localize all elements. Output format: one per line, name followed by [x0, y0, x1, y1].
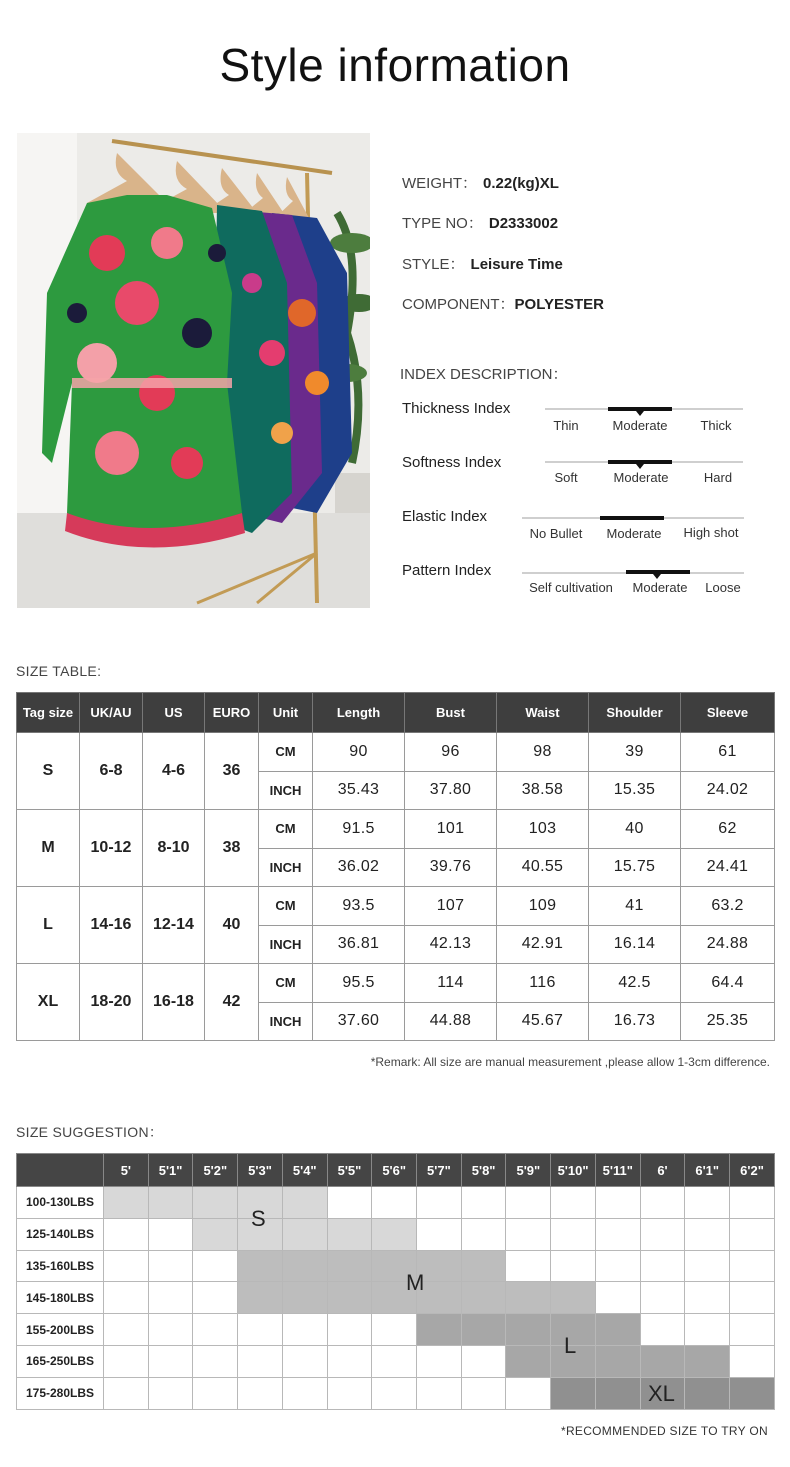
length-cm-cell: 90: [313, 733, 405, 772]
sleeve-inch-cell: 25.35: [681, 1002, 775, 1041]
grid-cell-zone-xl: [685, 1377, 730, 1409]
unit-inch-cell: INCH: [259, 848, 313, 887]
grid-cell-zone-xl: [595, 1377, 640, 1409]
grid-cell: [372, 1187, 417, 1219]
shoulder-cm-cell: 40: [589, 810, 681, 849]
grid-cell: [193, 1377, 238, 1409]
bust-inch-cell: 37.80: [405, 771, 497, 810]
grid-cell-zone-m: [238, 1250, 283, 1282]
grid-cell: [193, 1250, 238, 1282]
sleeve-cm-cell: 61: [681, 733, 775, 772]
waist-cm-cell: 103: [497, 810, 589, 849]
grid-cell: [104, 1314, 149, 1346]
us-cell: 16-18: [143, 964, 205, 1041]
grid-cell-zone-s: [193, 1187, 238, 1219]
dress-rack-illustration: [17, 133, 370, 608]
us-cell: 12-14: [143, 887, 205, 964]
grid-cell-zone-xl: [551, 1377, 596, 1409]
grid-cell: [282, 1377, 327, 1409]
height-header-cell: 5'8": [461, 1154, 506, 1187]
grid-cell: [461, 1377, 506, 1409]
height-header-cell: 5'5": [327, 1154, 372, 1187]
grid-cell: [327, 1187, 372, 1219]
page-title: Style information: [219, 39, 571, 91]
grid-cell-zone-l: [417, 1314, 462, 1346]
zone-label-m: M: [406, 1270, 425, 1295]
softness-option-hard: Hard: [703, 470, 733, 485]
softness-pointer-icon: [636, 464, 644, 469]
euro-cell: 36: [205, 733, 259, 810]
grid-corner: [17, 1154, 104, 1187]
weight-label-cell: 145-180LBS: [17, 1282, 104, 1314]
unit-inch-cell: INCH: [259, 771, 313, 810]
size-suggestion-label: SIZE SUGGESTION：: [16, 1124, 164, 1140]
bust-cm-cell: 107: [405, 887, 497, 926]
pattern-pointer-icon: [653, 574, 661, 579]
pattern-option-self-cultivation: Self cultivation: [529, 580, 613, 595]
grid-cell: [104, 1282, 149, 1314]
grid-cell: [417, 1218, 462, 1250]
weight-row: [17, 1218, 775, 1250]
waist-cm-cell: 109: [497, 887, 589, 926]
grid-cell: [506, 1250, 551, 1282]
grid-cell-zone-l: [506, 1314, 551, 1346]
grid-cell: [417, 1377, 462, 1409]
grid-cell: [506, 1377, 551, 1409]
product-photo: [17, 133, 370, 608]
grid-cell-zone-s: [282, 1187, 327, 1219]
grid-cell: [730, 1345, 775, 1377]
weight-row: [17, 1282, 775, 1314]
grid-cell-zone-s: [327, 1218, 372, 1250]
weight-label-cell: 100-130LBS: [17, 1187, 104, 1219]
grid-cell: [372, 1314, 417, 1346]
grid-cell-zone-s: [193, 1218, 238, 1250]
grid-cell: [551, 1187, 596, 1219]
grid-cell: [551, 1218, 596, 1250]
grid-cell-zone-m: [461, 1250, 506, 1282]
weight-row: [17, 1314, 775, 1346]
uk-au-cell: 14-16: [80, 887, 143, 964]
uk-au-cell: 18-20: [80, 964, 143, 1041]
grid-cell: [327, 1377, 372, 1409]
grid-cell: [506, 1218, 551, 1250]
length-cm-cell: 93.5: [313, 887, 405, 926]
grid-cell: [282, 1345, 327, 1377]
header-shoulder: Shoulder: [589, 693, 681, 733]
unit-cm-cell: CM: [259, 887, 313, 926]
sleeve-inch-cell: 24.88: [681, 925, 775, 964]
unit-cm-cell: CM: [259, 810, 313, 849]
header-bust: Bust: [405, 693, 497, 733]
shoulder-cm-cell: 41: [589, 887, 681, 926]
shoulder-cm-cell: 42.5: [589, 964, 681, 1003]
height-header-cell: 5'3": [238, 1154, 283, 1187]
bust-cm-cell: 114: [405, 964, 497, 1003]
elastic-index-label: Elastic Index: [402, 508, 488, 525]
header-us: US: [143, 693, 205, 733]
grid-cell: [551, 1250, 596, 1282]
grid-cell: [461, 1218, 506, 1250]
grid-cell: [193, 1282, 238, 1314]
size-table-header: [17, 693, 775, 733]
height-header-cell: 5'10": [551, 1154, 596, 1187]
grid-cell: [104, 1345, 149, 1377]
unit-cm-cell: CM: [259, 733, 313, 772]
length-inch-cell: 36.81: [313, 925, 405, 964]
grid-cell: [640, 1250, 685, 1282]
shoulder-inch-cell: 15.75: [589, 848, 681, 887]
grid-cell-zone-m: [238, 1282, 283, 1314]
height-header-cell: 5': [104, 1154, 149, 1187]
grid-cell: [730, 1187, 775, 1219]
shoulder-cm-cell: 39: [589, 733, 681, 772]
height-header-cell: 6'2": [730, 1154, 775, 1187]
grid-cell: [417, 1187, 462, 1219]
header-euro: EURO: [205, 693, 259, 733]
thickness-option-thin: Thin: [553, 418, 579, 433]
us-cell: 4-6: [143, 733, 205, 810]
height-header-cell: 5'9": [506, 1154, 551, 1187]
grid-cell: [417, 1345, 462, 1377]
recommend-note: *RECOMMENDED SIZE TO TRY ON: [560, 1424, 768, 1438]
grid-cell: [148, 1314, 193, 1346]
height-header-cell: 6'1": [685, 1154, 730, 1187]
grid-cell-zone-s: [282, 1218, 327, 1250]
grid-cell-zone-l: [685, 1345, 730, 1377]
grid-cell: [685, 1314, 730, 1346]
sleeve-inch-cell: 24.02: [681, 771, 775, 810]
tag-size-cell: S: [17, 733, 80, 810]
sleeve-cm-cell: 63.2: [681, 887, 775, 926]
grid-cell-zone-xl: [730, 1377, 775, 1409]
grid-cell: [640, 1314, 685, 1346]
grid-cell: [104, 1377, 149, 1409]
unit-inch-cell: INCH: [259, 1002, 313, 1041]
shoulder-inch-cell: 16.14: [589, 925, 681, 964]
elastic-selected-mark: [600, 516, 664, 520]
grid-cell: [238, 1377, 283, 1409]
bust-inch-cell: 44.88: [405, 1002, 497, 1041]
weight-label-cell: 165-250LBS: [17, 1345, 104, 1377]
bust-inch-cell: 42.13: [405, 925, 497, 964]
grid-cell: [685, 1250, 730, 1282]
grid-cell-zone-m: [282, 1282, 327, 1314]
tag-size-cell: M: [17, 810, 80, 887]
grid-cell-zone-l: [461, 1314, 506, 1346]
shoulder-inch-cell: 15.35: [589, 771, 681, 810]
weight-label-cell: 155-200LBS: [17, 1314, 104, 1346]
grid-cell: [461, 1187, 506, 1219]
thickness-pointer-icon: [636, 411, 644, 416]
grid-cell: [148, 1377, 193, 1409]
spec-type-no: TYPE NO： D2333002: [402, 215, 559, 232]
grid-cell-zone-l: [595, 1345, 640, 1377]
height-header-cell: 5'7": [417, 1154, 462, 1187]
grid-cell: [193, 1345, 238, 1377]
thickness-index-label: Thickness Index: [402, 400, 511, 417]
grid-cell: [685, 1282, 730, 1314]
weight-label-cell: 175-280LBS: [17, 1377, 104, 1409]
length-cm-cell: 91.5: [313, 810, 405, 849]
bust-cm-cell: 96: [405, 733, 497, 772]
grid-cell: [282, 1314, 327, 1346]
zone-label-xl: XL: [648, 1381, 675, 1406]
sleeve-inch-cell: 24.41: [681, 848, 775, 887]
grid-cell: [595, 1282, 640, 1314]
grid-cell: [148, 1218, 193, 1250]
bust-inch-cell: 39.76: [405, 848, 497, 887]
sleeve-cm-cell: 64.4: [681, 964, 775, 1003]
grid-cell: [730, 1218, 775, 1250]
grid-cell-zone-m: [551, 1282, 596, 1314]
height-header-cell: 5'1": [148, 1154, 193, 1187]
grid-cell: [685, 1187, 730, 1219]
grid-cell-zone-s: [148, 1187, 193, 1219]
length-inch-cell: 37.60: [313, 1002, 405, 1041]
grid-cell: [327, 1345, 372, 1377]
tag-size-cell: XL: [17, 964, 80, 1041]
grid-cell: [730, 1314, 775, 1346]
index-description-heading: INDEX DESCRIPTION：: [400, 366, 568, 383]
size-row-s-cm: [17, 733, 775, 772]
size-row-l-cm: [17, 887, 775, 926]
length-inch-cell: 35.43: [313, 771, 405, 810]
grid-cell: [104, 1218, 149, 1250]
uk-au-cell: 10-12: [80, 810, 143, 887]
size-suggestion-grid: [16, 1153, 775, 1410]
weight-row: [17, 1250, 775, 1282]
unit-cm-cell: CM: [259, 964, 313, 1003]
us-cell: 8-10: [143, 810, 205, 887]
header-sleeve: Sleeve: [681, 693, 775, 733]
softness-option-soft: Soft: [554, 470, 578, 485]
size-table: [16, 692, 775, 1041]
grid-cell: [595, 1250, 640, 1282]
elastic-option-moderate: Moderate: [606, 526, 662, 541]
height-header-cell: 5'2": [193, 1154, 238, 1187]
grid-cell: [506, 1187, 551, 1219]
tag-size-cell: L: [17, 887, 80, 964]
weight-label-cell: 125-140LBS: [17, 1218, 104, 1250]
euro-cell: 42: [205, 964, 259, 1041]
grid-cell-zone-m: [506, 1282, 551, 1314]
uk-au-cell: 6-8: [80, 733, 143, 810]
grid-cell-zone-l: [640, 1345, 685, 1377]
elastic-option-high-shot: High shot: [683, 525, 739, 540]
thickness-option-moderate: Moderate: [612, 418, 668, 433]
softness-option-moderate: Moderate: [613, 470, 669, 485]
grid-cell-zone-l: [506, 1345, 551, 1377]
pattern-option-loose: Loose: [705, 580, 741, 595]
pattern-index-label: Pattern Index: [402, 562, 492, 579]
size-remark: *Remark: All size are manual measurement ,please allow 1-3cm difference.: [370, 1055, 770, 1069]
spec-weight: WEIGHT： 0.22(kg)XL: [402, 175, 559, 192]
grid-cell-zone-m: [327, 1250, 372, 1282]
waist-cm-cell: 98: [497, 733, 589, 772]
height-header-cell: 6': [640, 1154, 685, 1187]
grid-cell: [730, 1282, 775, 1314]
grid-cell: [148, 1250, 193, 1282]
grid-cell-zone-m: [282, 1250, 327, 1282]
weight-row: [17, 1187, 775, 1219]
header-unit: Unit: [259, 693, 313, 733]
size-table-label: SIZE TABLE:: [16, 663, 102, 679]
height-header-cell: 5'6": [372, 1154, 417, 1187]
spec-style: STYLE： Leisure Time: [402, 256, 563, 273]
grid-cell-zone-s: [104, 1187, 149, 1219]
waist-cm-cell: 116: [497, 964, 589, 1003]
waist-inch-cell: 40.55: [497, 848, 589, 887]
grid-cell: [730, 1250, 775, 1282]
thickness-option-thick: Thick: [700, 418, 732, 433]
grid-cell: [640, 1282, 685, 1314]
length-cm-cell: 95.5: [313, 964, 405, 1003]
zone-label-s: S: [251, 1206, 266, 1231]
elastic-option-no-bullet: No Bullet: [529, 526, 583, 541]
grid-cell-zone-l: [595, 1314, 640, 1346]
grid-cell-zone-s: [372, 1218, 417, 1250]
pattern-option-moderate: Moderate: [632, 580, 688, 595]
header-uk-au: UK/AU: [80, 693, 143, 733]
spec-component: COMPONENT：POLYESTER: [402, 296, 604, 313]
weight-row: [17, 1345, 775, 1377]
grid-cell: [640, 1218, 685, 1250]
grid-cell-zone-m: [461, 1282, 506, 1314]
sleeve-cm-cell: 62: [681, 810, 775, 849]
header-length: Length: [313, 693, 405, 733]
euro-cell: 40: [205, 887, 259, 964]
grid-cell: [372, 1377, 417, 1409]
zone-label-l: L: [564, 1333, 577, 1358]
grid-cell: [461, 1345, 506, 1377]
grid-cell: [595, 1218, 640, 1250]
height-header-row: [17, 1154, 775, 1187]
shoulder-inch-cell: 16.73: [589, 1002, 681, 1041]
unit-inch-cell: INCH: [259, 925, 313, 964]
softness-index-label: Softness Index: [402, 454, 502, 471]
waist-inch-cell: 38.58: [497, 771, 589, 810]
euro-cell: 38: [205, 810, 259, 887]
grid-cell: [595, 1187, 640, 1219]
grid-cell: [104, 1250, 149, 1282]
height-header-cell: 5'4": [282, 1154, 327, 1187]
grid-cell: [148, 1345, 193, 1377]
grid-cell: [640, 1187, 685, 1219]
grid-cell: [148, 1282, 193, 1314]
grid-cell-zone-m: [327, 1282, 372, 1314]
grid-cell: [238, 1345, 283, 1377]
waist-inch-cell: 42.91: [497, 925, 589, 964]
header-tag-size: Tag size: [17, 693, 80, 733]
size-row-m-cm: [17, 810, 775, 849]
height-header-cell: 5'11": [595, 1154, 640, 1187]
grid-cell: [238, 1314, 283, 1346]
bust-cm-cell: 101: [405, 810, 497, 849]
weight-label-cell: 135-160LBS: [17, 1250, 104, 1282]
length-inch-cell: 36.02: [313, 848, 405, 887]
grid-cell: [685, 1218, 730, 1250]
grid-cell: [327, 1314, 372, 1346]
waist-inch-cell: 45.67: [497, 1002, 589, 1041]
size-row-xl-cm: [17, 964, 775, 1003]
grid-cell: [193, 1314, 238, 1346]
grid-cell: [372, 1345, 417, 1377]
header-waist: Waist: [497, 693, 589, 733]
